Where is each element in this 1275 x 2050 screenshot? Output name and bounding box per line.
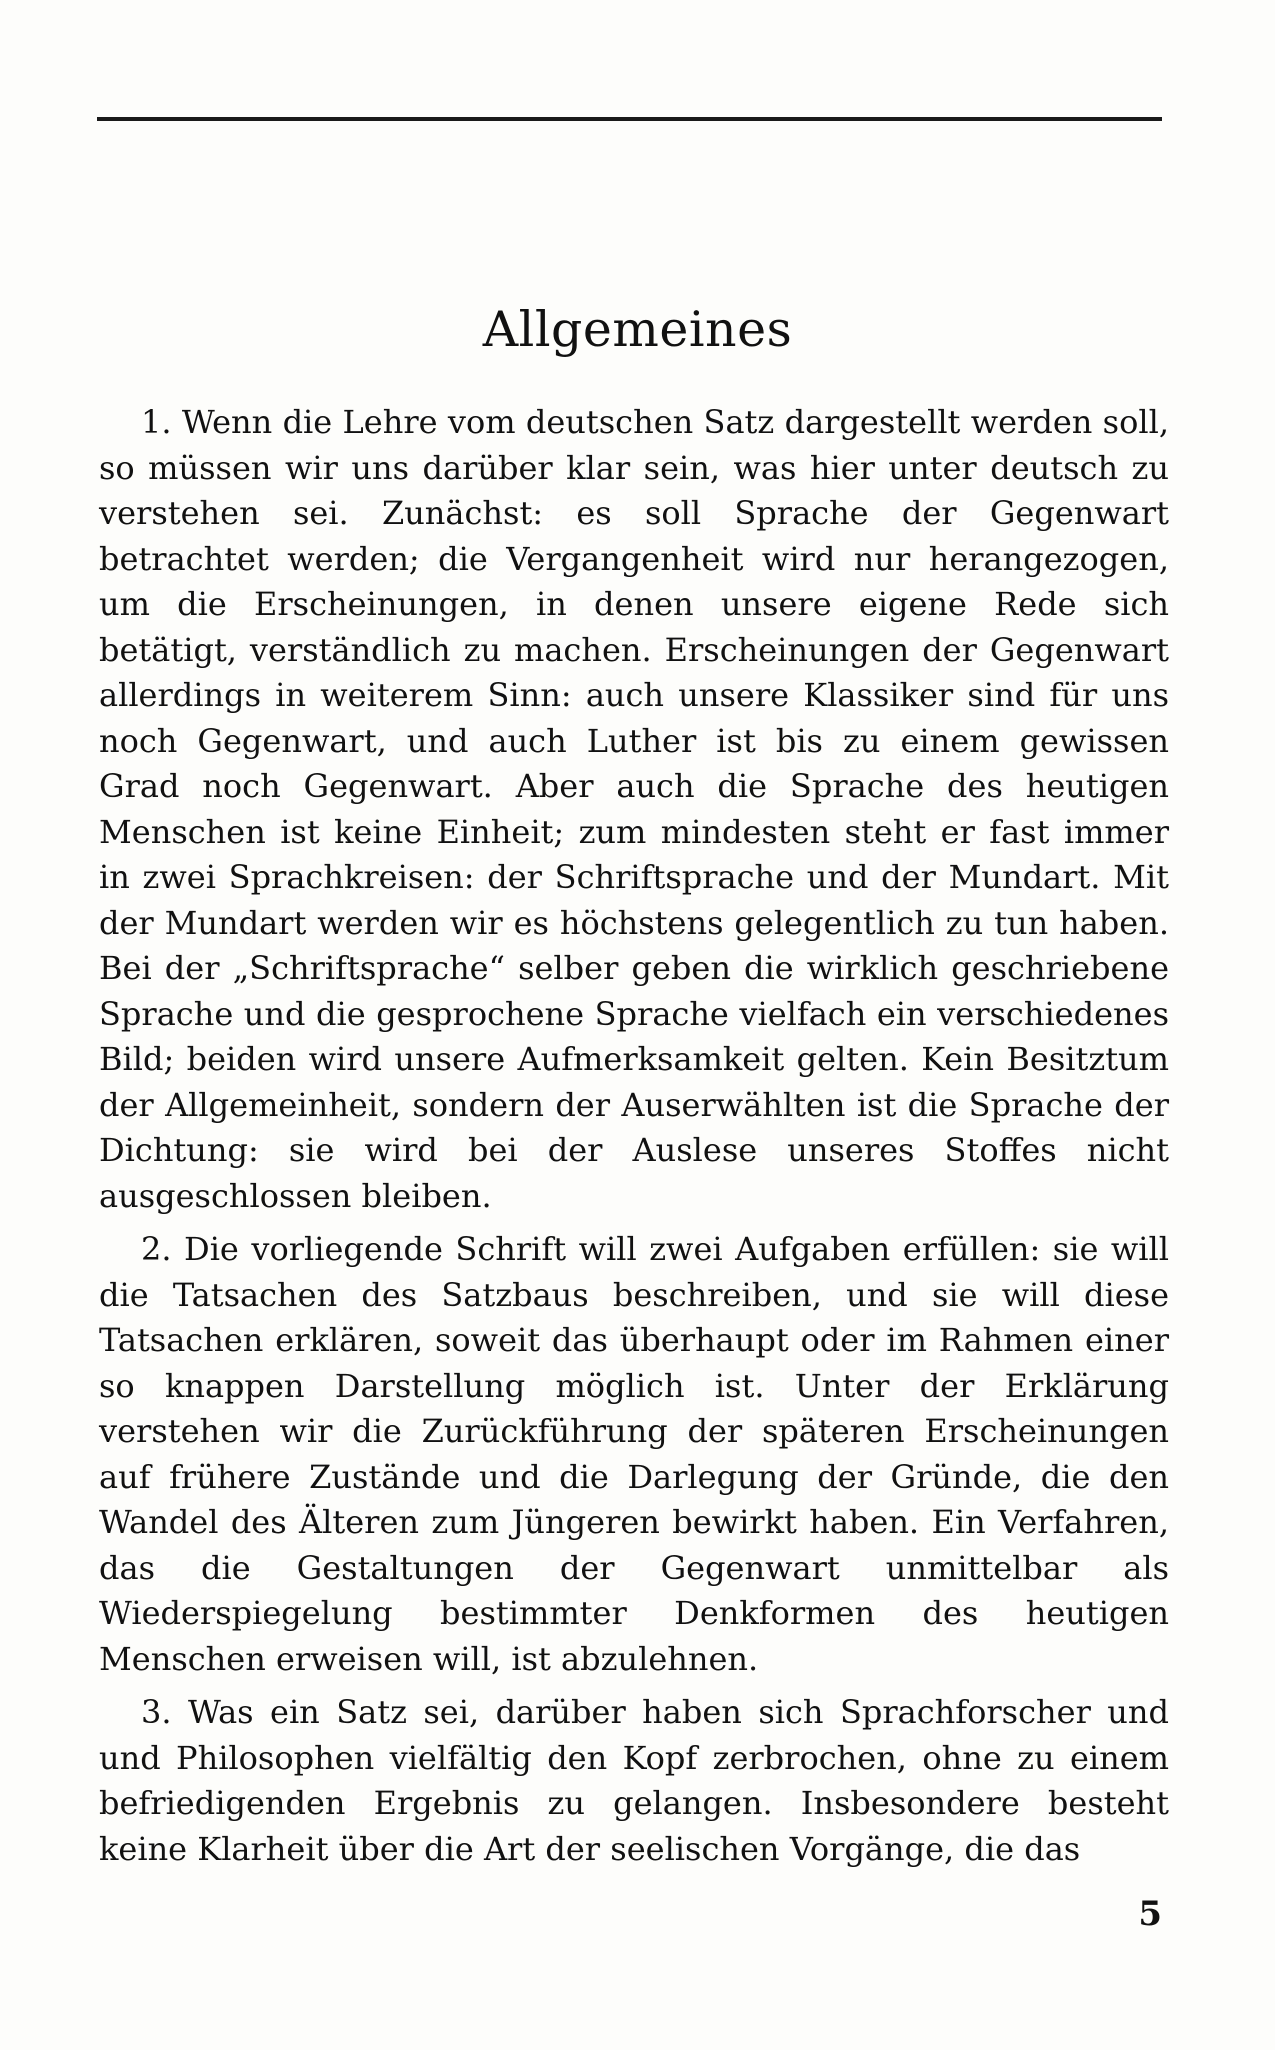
- paragraph-3: 3. Was ein Satz sei, darüber haben sich Sprachforscher und und Philosophen vielfältig den Kopf zerbrochen, ohne zu einem befriedigenden Ergebnis zu gelangen. Insbesondere besteht keine Klarheit über die Art der seelischen Vorgänge, die das: [99, 1693, 1169, 1868]
- paragraph-2: 2. Die vorliegende Schrift will zwei Aufgaben erfüllen: sie will die Tatsachen des Satzbaus beschreiben, und sie will diese Tatsachen erklären, soweit das überhaupt oder im Rahmen einer so knappen Darstellung möglich ist. Unter der Erklärung verstehen wir die Zurückführung der späteren Erscheinungen auf frühere Zustände und die Darlegung der Gründe, die den Wandel des Älteren zum Jüngeren bewirkt haben. Ein Verfahren, das die Gestaltungen der Gegenwart unmittelbar als Wiederspiegelung bestimmter Denkformen des heutigen Menschen erweisen will, ist abzulehnen.: [99, 1230, 1169, 1678]
- body-text: [99, 400, 1169, 1880]
- page-number: 5: [1138, 1894, 1162, 1934]
- header-rule: [97, 117, 1162, 121]
- paragraph-1: 1. Wenn die Lehre vom deutschen Satz dargestellt werden soll, so müssen wir uns darüber klar sein, was hier unter deutsch zu verstehen sei. Zunächst: es soll Sprache der Gegenwart betrachtet werden; die Vergangenheit wird nur herangezogen, um die Erscheinungen, in denen unsere eigene Rede sich betätigt, verständlich zu machen. Erscheinungen der Gegenwart allerdings in weiterem Sinn: auch unsere Klassiker sind für uns noch Gegenwart, und auch Luther ist bis zu einem gewissen Grad noch Gegenwart. Aber auch die Sprache des heutigen Menschen ist keine Einheit; zum mindesten steht er fast immer in zwei Sprachkreisen: der Schriftsprache und der Mundart. Mit der Mundart werden wir es höchstens gelegentlich zu tun haben. Bei der „Schriftsprache“ selber geben die wirklich geschriebene Sprache und die gesprochene Sprache vielfach ein verschiedenes Bild; beiden wird unsere Aufmerksamkeit gelten. Kein Besitztum der Allgemeinheit, sondern der Auserwählten ist die Sprache der Dichtung: sie wird bei der Auslese unseres Stoffes nicht ausgeschlossen bleiben.: [99, 403, 1169, 1215]
- chapter-title: Allgemeines: [482, 301, 793, 358]
